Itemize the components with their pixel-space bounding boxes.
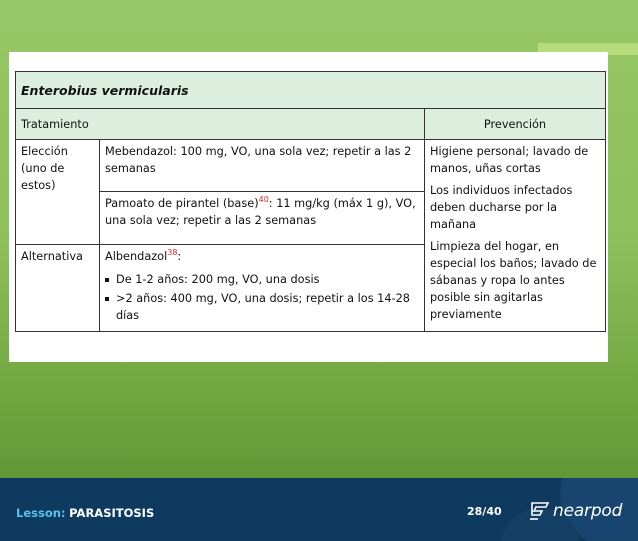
bullet-icon — [105, 297, 109, 301]
drug-name: Albendazol — [105, 249, 168, 263]
slide-table-card — [9, 52, 608, 362]
nearpod-brand — [528, 500, 622, 522]
row-label-eleccion: Elección (uno de estos) — [16, 140, 100, 245]
dose-list — [105, 271, 419, 324]
header-tratamiento: Tratamiento — [16, 109, 425, 140]
prevention-item: Limpieza del hogar, en especial los baños; lavado de sábanas y ropa lo antes posible sin agitarlas previamente — [430, 240, 597, 321]
reference-number: 38 — [167, 247, 178, 257]
lesson-footer — [0, 478, 638, 541]
page-counter: 28/40 — [467, 505, 502, 518]
dose-text: : 11 mg/kg (máx 1 g), VO, una sola vez; repetir a las 2 semanas — [105, 197, 416, 228]
list-item — [105, 271, 419, 288]
lesson-name: PARASITOSIS — [69, 506, 155, 520]
brand-name: nearpod — [553, 501, 623, 521]
lesson-label: Lesson: — [16, 506, 66, 520]
table-title: Enterobius vermicularis — [16, 72, 606, 109]
lesson-info — [16, 506, 154, 520]
cell-mebendazol: Mebendazol: 100 mg, VO, una sola vez; repetir a las 2 semanas — [100, 140, 425, 192]
header-prevencion: Prevención — [425, 109, 606, 140]
cell-prevencion — [425, 140, 606, 332]
nearpod-logo-icon — [528, 501, 550, 521]
list-item-text: >2 años: 400 mg, VO, una dosis; repetir a los 14-28 días — [116, 291, 410, 322]
drug-name: Pamoato de pirantel (base) — [105, 197, 259, 211]
drug-suffix: : — [177, 249, 182, 263]
reference-number: 40 — [258, 195, 269, 205]
cell-albendazol — [100, 244, 425, 331]
row-label-alternativa: Alternativa — [16, 244, 100, 331]
prevention-item: Higiene personal; lavado de manos, uñas cortas — [430, 145, 589, 175]
treatment-table — [15, 71, 606, 332]
list-item-text: De 1-2 años: 200 mg, VO, una dosis — [116, 272, 320, 286]
prevention-item: Los individuos infectados deben ducharse por la mañana — [430, 184, 573, 231]
list-item — [105, 290, 419, 324]
bullet-icon — [105, 278, 109, 282]
cell-pirantel — [100, 192, 425, 244]
